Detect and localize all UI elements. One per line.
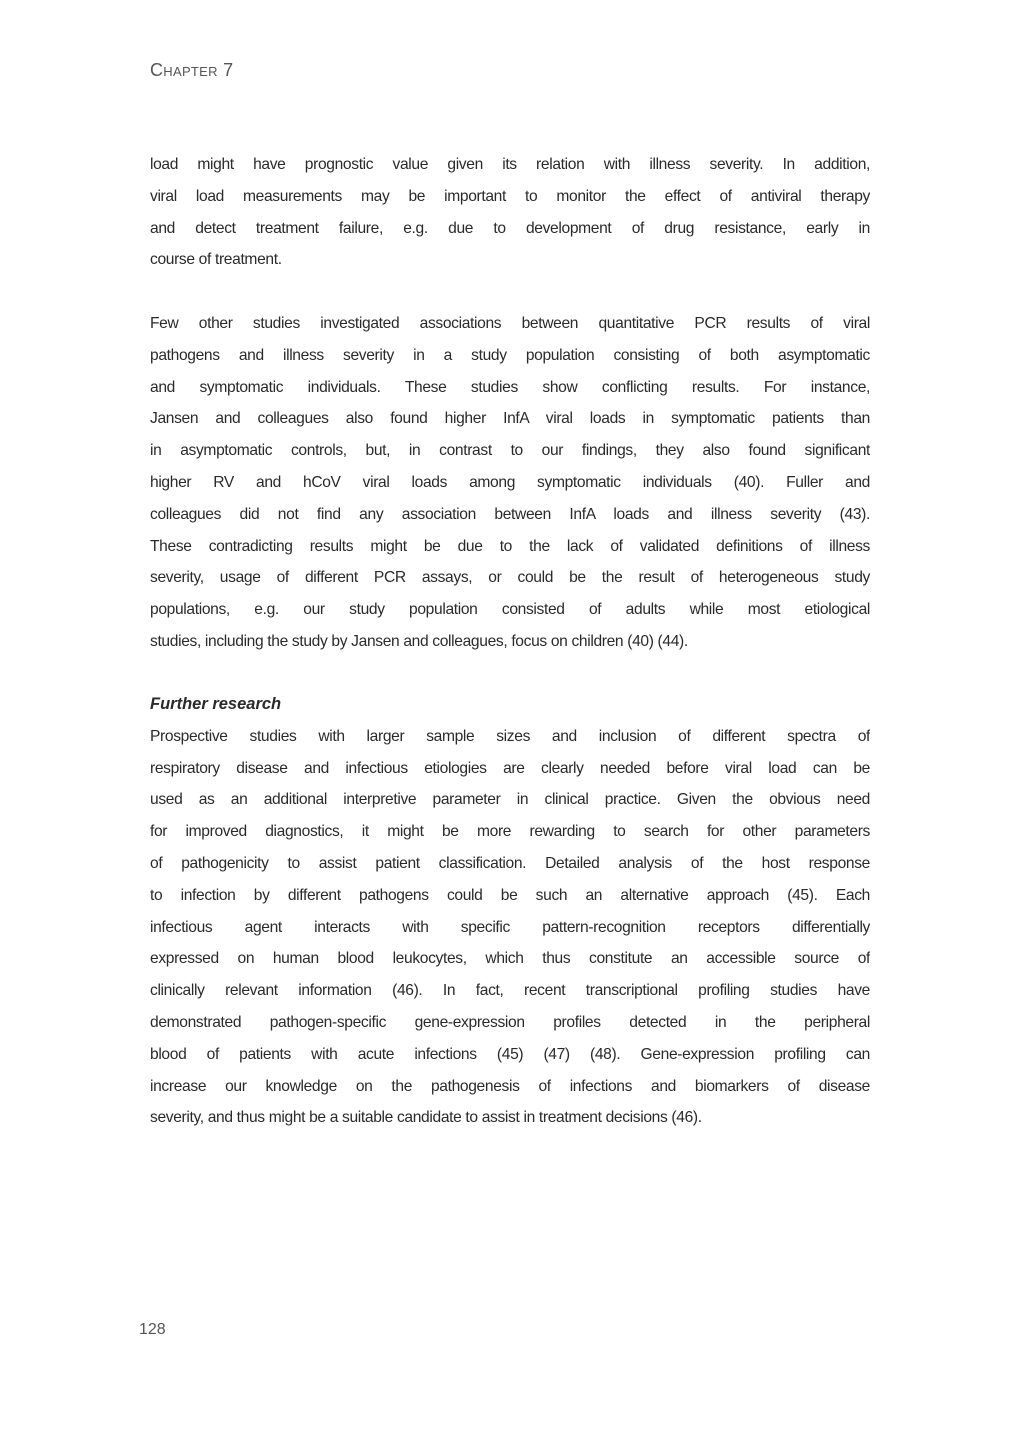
section-heading: Further research [150,695,282,713]
text-line: Prospective studies with larger sample sizes and inclusion of different spectra of [150,727,870,745]
paragraph-3 [150,689,870,1134]
page-number: 128 [139,1321,166,1338]
chapter-header: Chapter 7 [150,60,234,80]
text-line: colleagues did not find any association between InfA loads and illness severity (43). [150,505,870,523]
text-line: clinically relevant information (46). In fact, recent transcriptional profiling studies have [150,982,870,1000]
text-line: populations, e.g. our study population consisted of adults while most etiological [150,601,870,619]
text-line: pathogens and illness severity in a study population consisting of both asymptomatic [150,346,870,364]
text-line: severity, usage of different PCR assays, or could be the result of heterogeneous study [150,569,870,587]
text-line: course of treatment. [150,251,282,269]
text-line: to infection by different pathogens could be such an alternative approach (45). Each [150,886,870,904]
text-line: blood of patients with acute infections (45) (47) (48). Gene-expression profiling can [150,1045,870,1063]
text-line: Few other studies investigated associations between quantitative PCR results of viral [150,315,870,332]
text-line: Jansen and colleagues also found higher InfA viral loads in symptomatic patients than [150,410,870,428]
text-line: demonstrated pathogen-specific gene-expression profiles detected in the peripheral [150,1013,870,1031]
text-line: and detect treatment failure, e.g. due to development of drug resistance, early in [150,219,870,237]
text-line: These contradicting results might be due to the lack of validated definitions of illness [150,537,870,555]
text-line: load might have prognostic value given its relation with illness severity. In addition, [150,156,870,173]
text-line: studies, including the study by Jansen and colleagues, focus on children (40) (44). [150,632,688,650]
text-line: in asymptomatic controls, but, in contrast to our findings, they also found significant [150,442,870,460]
paragraph-2 [150,308,870,658]
text-line: increase our knowledge on the pathogenesis of infections and biomarkers of disease [150,1077,870,1095]
text-line: expressed on human blood leukocytes, which thus constitute an accessible source of [150,950,870,968]
text-line: viral load measurements may be important to monitor the effect of antiviral therapy [150,187,870,205]
paragraph-1 [150,149,870,276]
text-line: of pathogenicity to assist patient classification. Detailed analysis of the host response [150,854,870,872]
text-line: used as an additional interpretive parameter in clinical practice. Given the obvious need [150,791,870,809]
text-line: respiratory disease and infectious etiologies are clearly needed before viral load can be [150,759,870,777]
text-line: for improved diagnostics, it might be more rewarding to search for other parameters [150,823,870,841]
text-line: severity, and thus might be a suitable candidate to assist in treatment decisions (46). [150,1109,702,1127]
text-line: and symptomatic individuals. These studies show conflicting results. For instance, [150,378,870,396]
text-line: infectious agent interacts with specific pattern-recognition receptors differentially [150,918,870,936]
text-line: higher RV and hCoV viral loads among symptomatic individuals (40). Fuller and [150,473,870,491]
